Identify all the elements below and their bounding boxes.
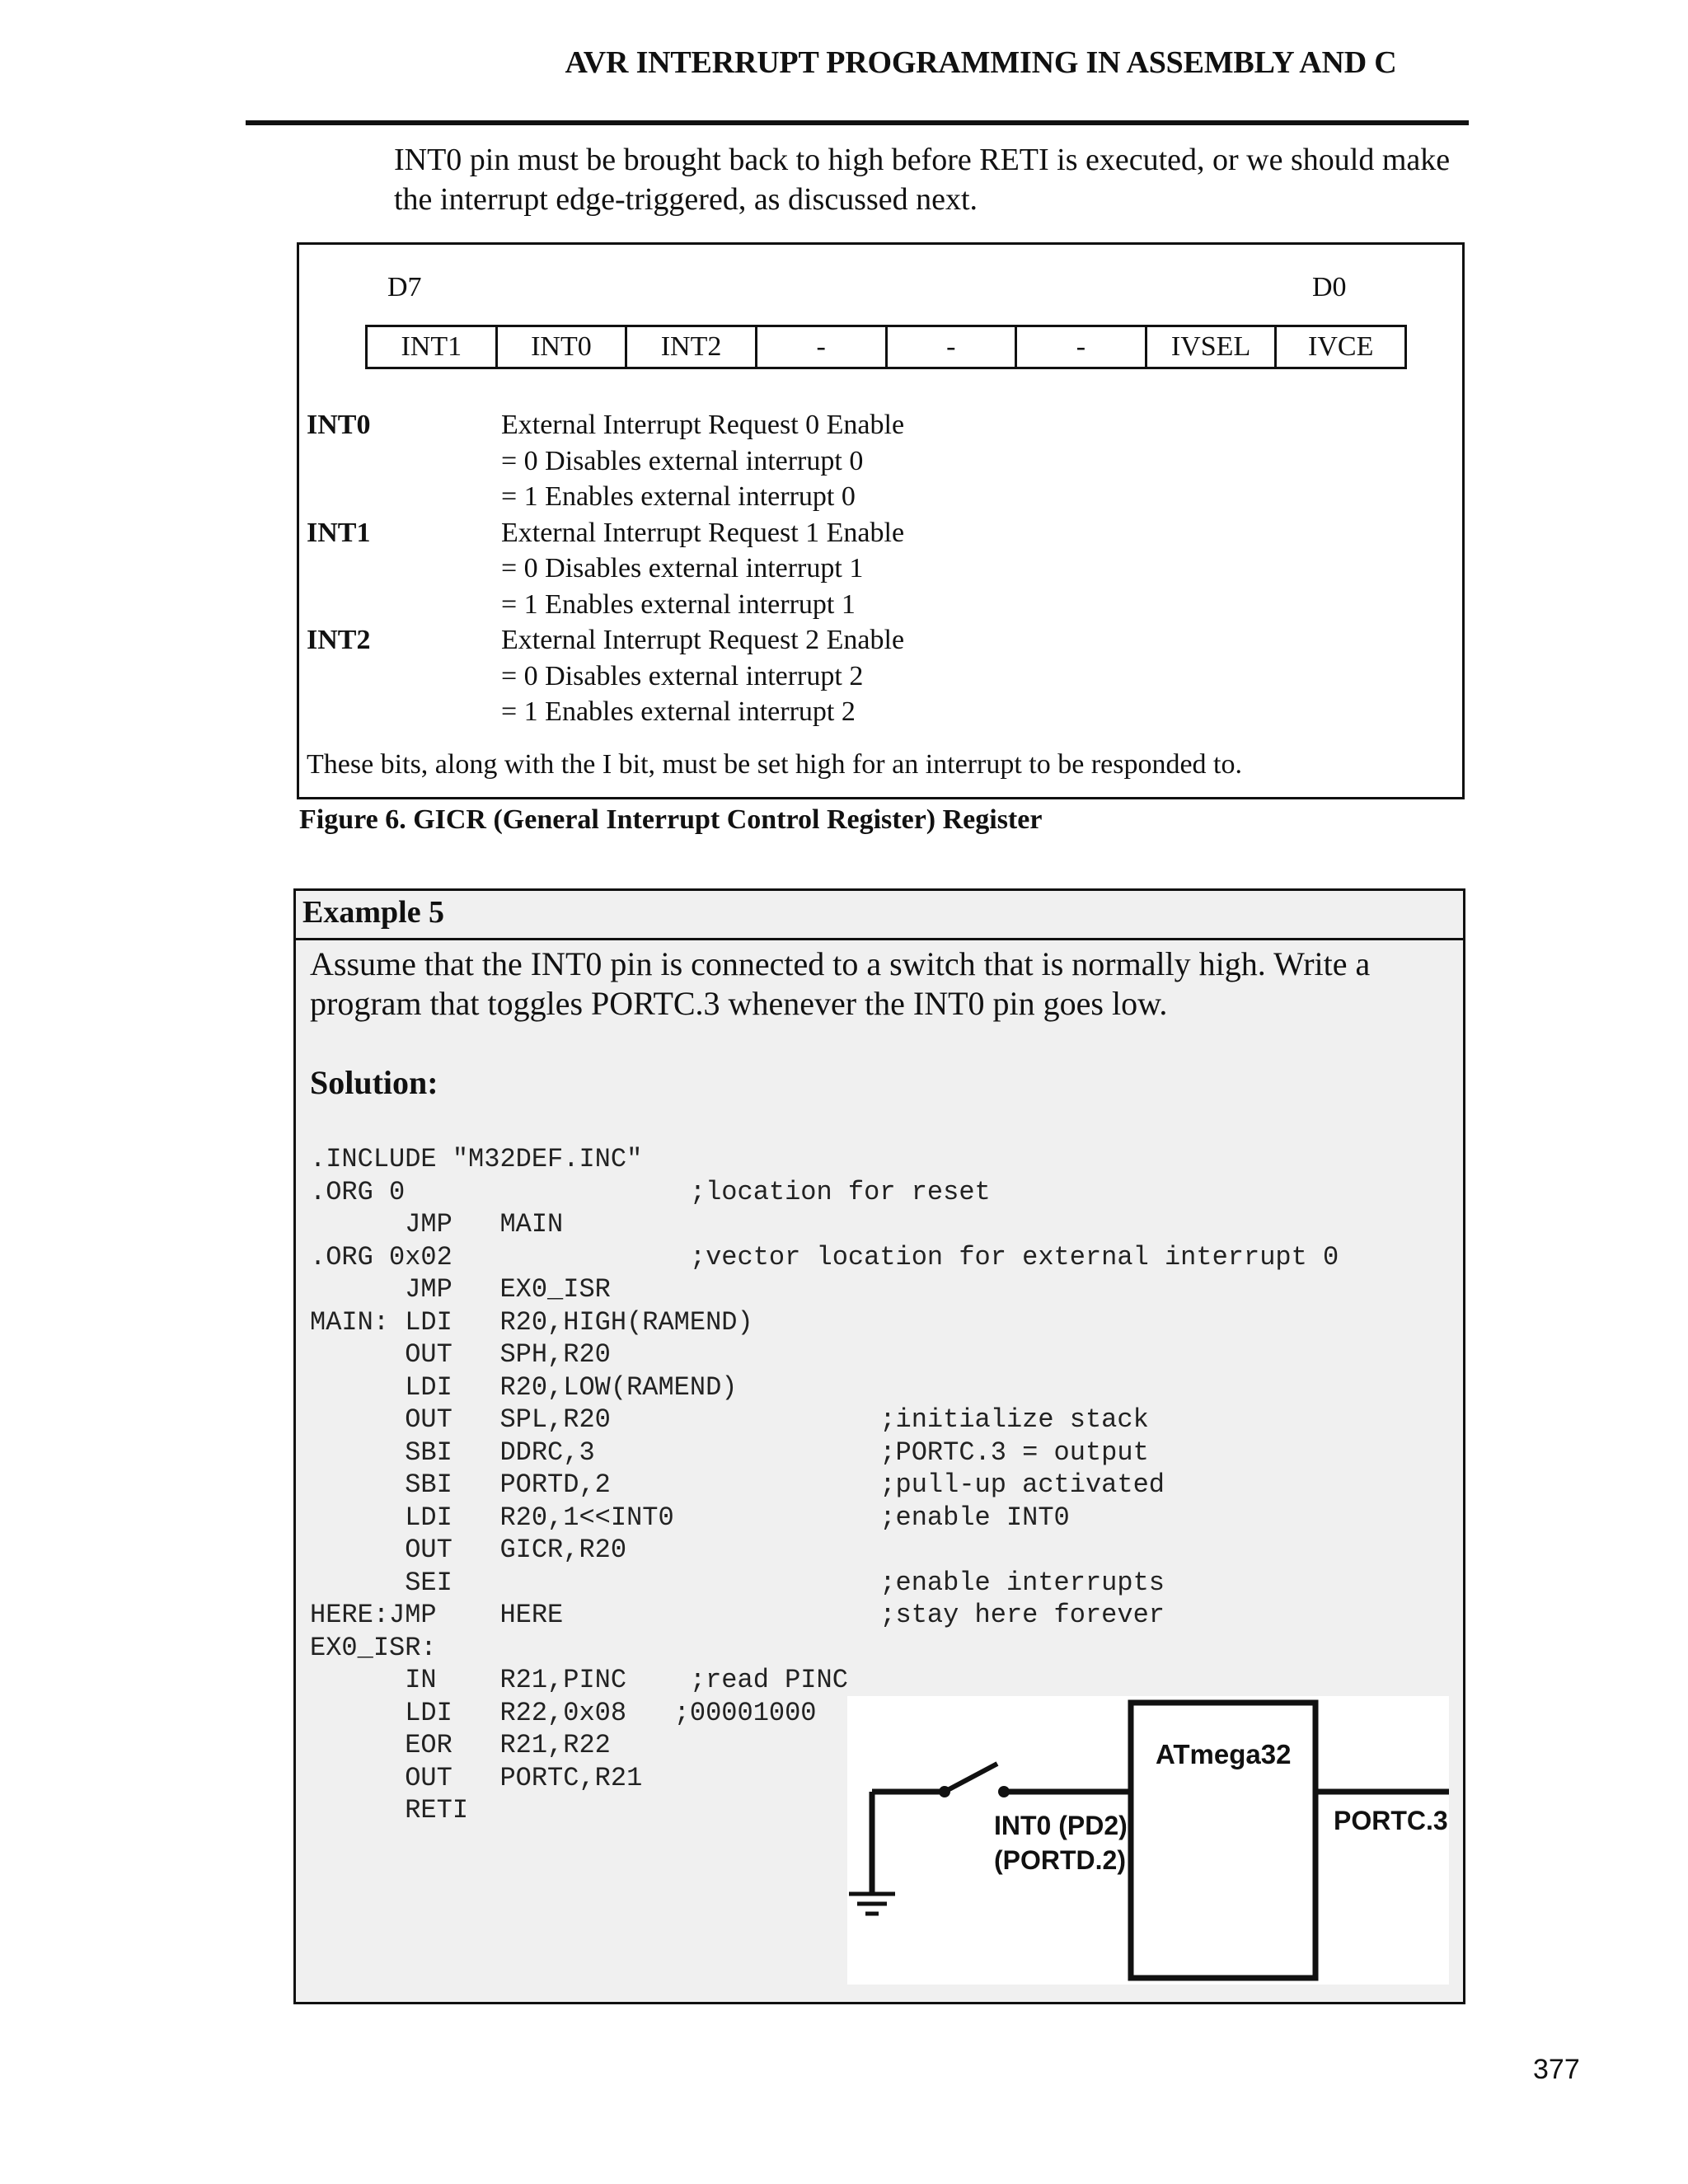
code-line: LDI R20,1<<INT0 ;enable INT0 bbox=[310, 1502, 1070, 1533]
register-bit-cell: - bbox=[1015, 327, 1145, 367]
register-bit-cell: - bbox=[885, 327, 1015, 367]
code-line: .INCLUDE "M32DEF.INC" bbox=[310, 1144, 643, 1174]
input-pin-label-line2: (PORTD.2) bbox=[994, 1845, 1126, 1875]
figure-note: These bits, along with the I bit, must be set high for an interrupt to be responded to. bbox=[307, 749, 1242, 780]
register-bit-cell: INT2 bbox=[625, 327, 755, 367]
code-line: JMP EX0_ISR bbox=[310, 1274, 611, 1305]
ground-icon bbox=[849, 1792, 895, 1914]
code-line: SEI ;enable interrupts bbox=[310, 1567, 1165, 1598]
msb-label: D7 bbox=[387, 272, 422, 302]
register-bit-cell: IVCE bbox=[1274, 327, 1404, 367]
bit-name: INT0 bbox=[307, 410, 371, 440]
bit-descriptions bbox=[307, 407, 1444, 730]
bit-line: = 0 Disables external interrupt 0 bbox=[501, 445, 864, 476]
problem-statement: Assume that the INT0 pin is connected to a switch that is normally high. Write a program that toggles PORTC.3 whenever the INT0 pin goes low. bbox=[310, 945, 1371, 1022]
code-line: .ORG 0x02 ;vector location for external interrupt 0 bbox=[310, 1241, 1339, 1272]
register-bit-table bbox=[365, 325, 1407, 369]
bit-name: INT1 bbox=[307, 517, 371, 548]
bit-description-int2 bbox=[307, 622, 1444, 730]
code-line: MAIN: LDI R20,HIGH(RAMEND) bbox=[310, 1306, 753, 1338]
code-line: EX0_ISR: bbox=[310, 1632, 437, 1663]
solution-label: Solution: bbox=[310, 1064, 438, 1101]
figure-caption: Figure 6. GICR (General Interrupt Control Register) Register bbox=[299, 804, 1043, 835]
code-line: SBI PORTD,2 ;pull-up activated bbox=[310, 1469, 1165, 1500]
code-line: IN R21,PINC ;read PINC bbox=[310, 1665, 848, 1695]
bit-description-int0 bbox=[307, 407, 1444, 515]
example-title-bar bbox=[296, 891, 1463, 940]
bit-description-int1 bbox=[307, 515, 1444, 623]
bit-name: INT2 bbox=[307, 625, 371, 655]
bit-line: = 1 Enables external interrupt 1 bbox=[501, 588, 856, 620]
bit-line: = 1 Enables external interrupt 2 bbox=[501, 696, 856, 727]
register-bit-cell: INT1 bbox=[401, 331, 462, 362]
circuit-svg bbox=[847, 1696, 1449, 1985]
register-bit-cell: - bbox=[755, 327, 885, 367]
bit-line: External Interrupt Request 0 Enable bbox=[501, 410, 905, 440]
code-line: RETI bbox=[310, 1795, 469, 1825]
code-line: LDI R22,0x08 ;00001000 bbox=[310, 1697, 817, 1728]
example-title: Example 5 bbox=[302, 895, 445, 930]
running-header: AVR INTERRUPT PROGRAMMING IN ASSEMBLY AND C bbox=[565, 45, 1397, 80]
code-line: LDI R20,LOW(RAMEND) bbox=[310, 1371, 738, 1403]
page-number: 377 bbox=[1533, 2054, 1580, 2085]
intro-paragraph: INT0 pin must be brought back to high before RETI is executed, or we should make the interrupt edge-triggered, as discussed next. bbox=[394, 143, 1451, 217]
lsb-label: D0 bbox=[1312, 272, 1347, 302]
bit-line: = 0 Disables external interrupt 1 bbox=[501, 553, 864, 583]
bit-line: = 1 Enables external interrupt 0 bbox=[501, 481, 856, 512]
register-bit-cell: IVSEL bbox=[1145, 327, 1275, 367]
header-rule bbox=[246, 120, 1469, 125]
output-pin-label: PORTC.3 bbox=[1334, 1806, 1448, 1835]
code-line: .ORG 0 ;location for reset bbox=[310, 1176, 991, 1207]
code-line: EOR R21,R22 bbox=[310, 1730, 611, 1760]
code-line: OUT PORTC,R21 bbox=[310, 1762, 643, 1793]
code-line: OUT GICR,R20 bbox=[310, 1535, 627, 1565]
input-pin-label-line1: INT0 (PD2) bbox=[994, 1811, 1128, 1840]
chip-label: ATmega32 bbox=[1156, 1739, 1292, 1769]
code-line: OUT SPL,R20 ;initialize stack bbox=[310, 1404, 1149, 1435]
circuit-diagram bbox=[847, 1696, 1449, 1985]
switch-icon bbox=[872, 1764, 1010, 1797]
code-line: OUT SPH,R20 bbox=[310, 1339, 611, 1370]
bit-line: External Interrupt Request 2 Enable bbox=[501, 625, 905, 655]
register-bit-cell: INT0 bbox=[495, 327, 626, 367]
code-line: SBI DDRC,3 ;PORTC.3 = output bbox=[310, 1436, 1149, 1468]
code-line: HERE:JMP HERE ;stay here forever bbox=[310, 1600, 1165, 1630]
code-line: JMP MAIN bbox=[310, 1209, 564, 1240]
bit-line: = 0 Disables external interrupt 2 bbox=[501, 660, 864, 691]
bit-line: External Interrupt Request 1 Enable bbox=[501, 517, 905, 548]
